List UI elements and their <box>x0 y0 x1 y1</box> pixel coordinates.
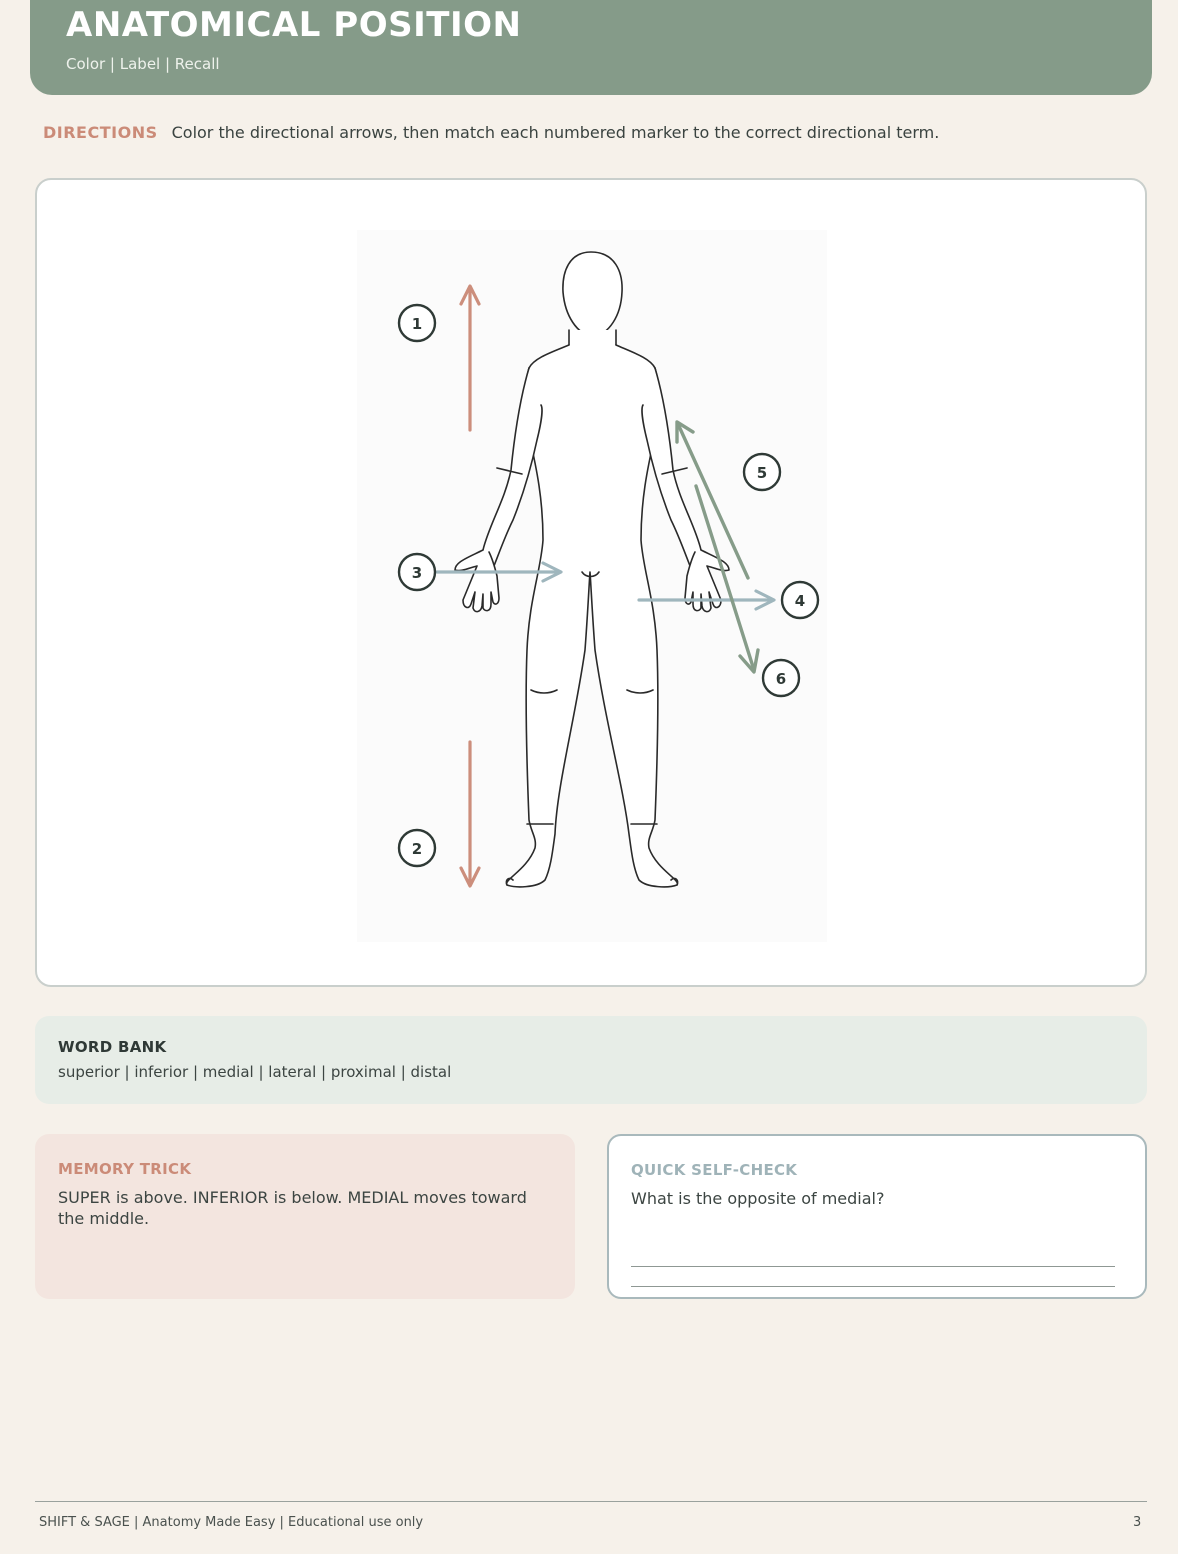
marker-1 <box>399 305 435 341</box>
marker-4-label: 4 <box>794 592 806 610</box>
answer-line-1[interactable] <box>631 1266 1115 1267</box>
marker-2 <box>399 830 435 866</box>
marker-5 <box>744 454 780 490</box>
header-banner <box>30 0 1152 95</box>
marker-1-label: 1 <box>411 315 423 333</box>
page-title: ANATOMICAL POSITION <box>66 5 522 45</box>
self-check-heading: QUICK SELF-CHECK <box>631 1161 798 1179</box>
word-bank-heading: WORD BANK <box>58 1038 167 1056</box>
footer-credit: SHIFT & SAGE | Anatomy Made Easy | Educational use only <box>39 1515 424 1530</box>
marker-2-label: 2 <box>411 840 423 858</box>
directions <box>43 123 939 142</box>
figure-card <box>35 178 1147 987</box>
self-check-question: What is the opposite of medial? <box>631 1189 885 1208</box>
marker-6 <box>763 660 799 696</box>
answer-line-2[interactable] <box>631 1286 1115 1287</box>
marker-5-label: 5 <box>756 464 768 482</box>
marker-6-label: 6 <box>775 670 787 688</box>
directions-label: DIRECTIONS <box>43 123 158 142</box>
word-bank-terms: superior | inferior | medial | lateral | proximal | distal <box>58 1063 452 1081</box>
word-bank <box>35 1016 1147 1104</box>
memory-trick-heading: MEMORY TRICK <box>58 1160 192 1178</box>
anatomy-figure <box>37 180 1145 985</box>
marker-3 <box>399 554 435 590</box>
memory-trick-text: SUPER is above. INFERIOR is below. MEDIAL moves toward the middle. <box>58 1188 527 1228</box>
self-check-card <box>607 1134 1147 1299</box>
marker-3-label: 3 <box>411 564 423 582</box>
page-number: 3 <box>1133 1515 1142 1530</box>
directions-text: Color the directional arrows, then match each numbered marker to the correct directional term. <box>171 123 940 142</box>
footer-divider <box>35 1501 1147 1502</box>
page-subtitle: Color | Label | Recall <box>66 55 220 73</box>
marker-4 <box>782 582 818 618</box>
memory-trick-card <box>35 1134 575 1299</box>
